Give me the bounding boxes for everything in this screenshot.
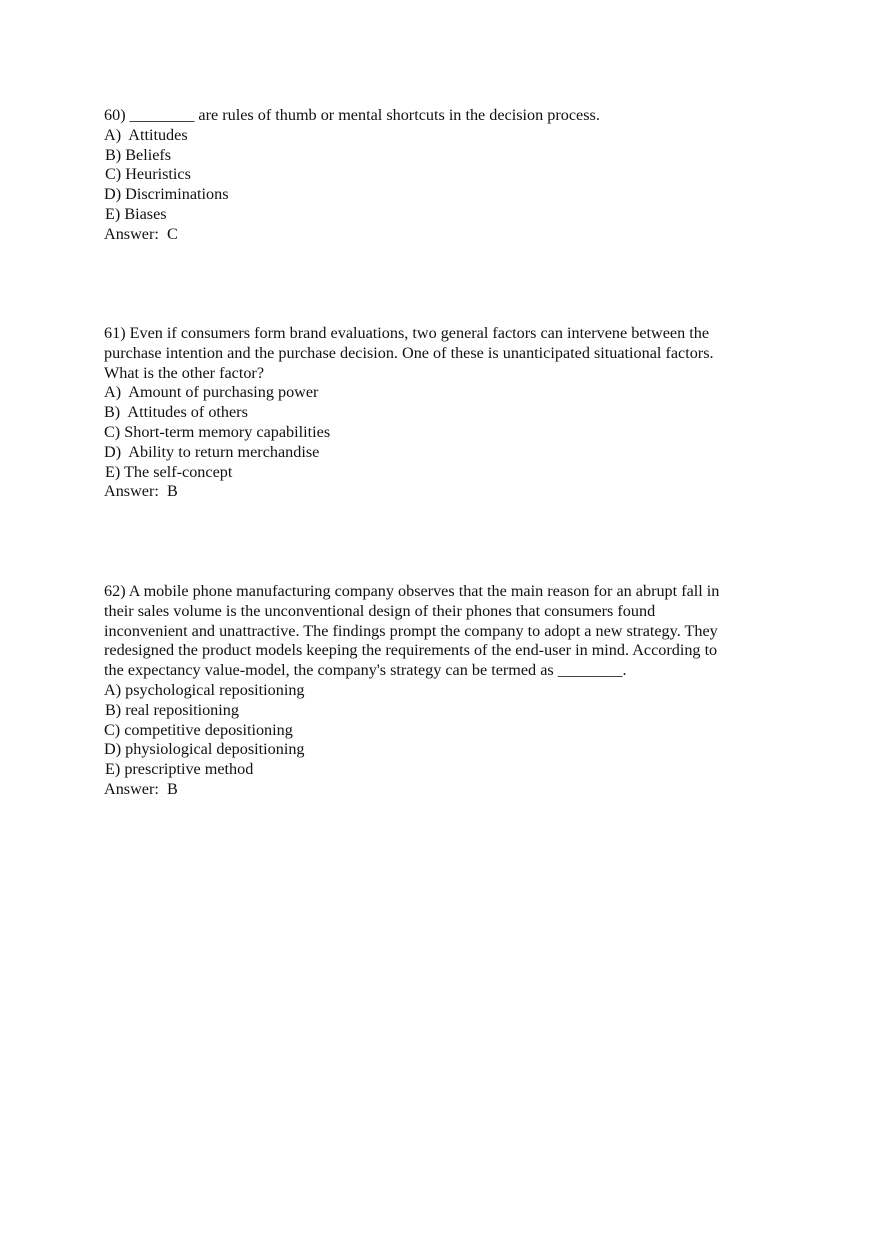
option-d: D) Discriminations: [104, 185, 229, 204]
question-stem-line: the expectancy value-model, the company's strategy can be termed as ________.: [104, 661, 627, 680]
question-stem-line: their sales volume is the unconventional design of their phones that consumers found: [104, 601, 656, 620]
question-62: [104, 582, 774, 800]
option-c: C) competitive depositioning: [104, 720, 293, 739]
option-e: E) Biases: [105, 204, 167, 223]
question-stem-line: What is the other factor?: [104, 363, 265, 382]
question-stem-line: 60) ________ are rules of thumb or mental shortcuts in the decision process.: [104, 106, 600, 124]
option-e: E) prescriptive method: [105, 760, 254, 779]
option-e: E) The self-concept: [105, 462, 233, 481]
answer-line: Answer: C: [104, 224, 178, 243]
question-stem-line: 62) A mobile phone manufacturing company observes that the main reason for an abrupt fall in: [104, 582, 720, 600]
answer-line: Answer: B: [104, 482, 178, 501]
option-c: C) Short-term memory capabilities: [104, 422, 331, 441]
option-b: B) real repositioning: [105, 700, 239, 719]
option-d: D) Ability to return merchandise: [104, 442, 320, 461]
question-stem-line: inconvenient and unattractive. The findings prompt the company to adopt a new strategy. They: [104, 621, 718, 640]
answer-line: Answer: B: [104, 779, 178, 798]
option-a: A) psychological repositioning: [104, 680, 305, 699]
question-stem-line: 61) Even if consumers form brand evaluations, two general factors can intervene between the: [104, 324, 709, 342]
option-a: A) Attitudes: [104, 125, 188, 144]
question-stem-line: purchase intention and the purchase decision. One of these is unanticipated situational factors.: [104, 343, 714, 362]
question-60: [104, 106, 774, 245]
option-b: B) Attitudes of others: [104, 403, 248, 422]
option-c: C) Heuristics: [105, 165, 191, 184]
option-a: A) Amount of purchasing power: [104, 383, 319, 402]
question-stem-line: redesigned the product models keeping the requirements of the end-user in mind. According to: [104, 641, 718, 660]
option-d: D) physiological depositioning: [104, 740, 305, 759]
option-b: B) Beliefs: [105, 145, 172, 164]
question-61: [104, 324, 774, 502]
